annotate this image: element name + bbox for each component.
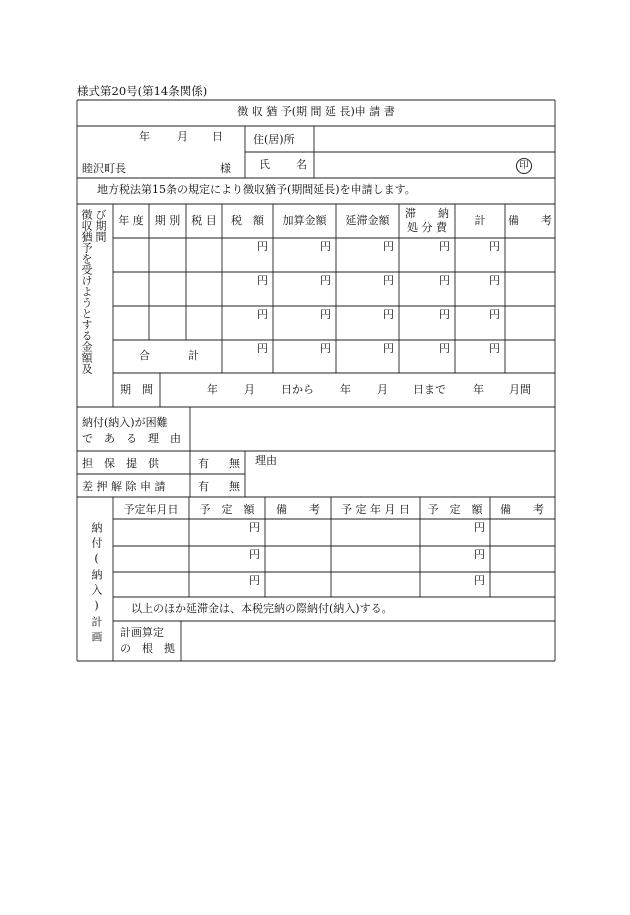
plan-col-remarks-1: 備 考 (276, 503, 320, 516)
address-label: 住(居)所 (253, 133, 295, 146)
yen-mark: 円 (383, 240, 394, 253)
security-label: 担 保 提 供 (82, 457, 159, 470)
plan-table-cell[interactable] (421, 520, 489, 545)
period-length-month: 月間 (509, 383, 531, 396)
plan-basis-label-1: 計画算定 (120, 626, 164, 639)
plan-table-cell[interactable] (332, 573, 419, 596)
yen-mark: 円 (249, 521, 260, 534)
amount-table-cell[interactable] (400, 239, 454, 271)
amount-table-cell[interactable] (337, 273, 398, 305)
amount-table-cell[interactable] (456, 307, 504, 339)
col-header-delinquency: 延滞金額 (345, 214, 390, 227)
plan-col-date-2: 予 定 年 月 日 (341, 503, 410, 516)
amount-table-cell[interactable] (223, 307, 272, 339)
amount-table-cell[interactable] (187, 273, 221, 305)
plan-table-cell[interactable] (190, 547, 264, 571)
seal-mark: 印 (516, 158, 532, 174)
period-end-year: 年 (340, 383, 351, 396)
amount-table-cell[interactable] (187, 307, 221, 339)
amount-table-cell[interactable] (506, 273, 554, 305)
amount-table-cell[interactable] (337, 307, 398, 339)
honorific: 様 (220, 162, 231, 175)
name-field[interactable] (314, 154, 514, 176)
yen-mark: 円 (474, 574, 485, 587)
security-no[interactable]: 無 (229, 457, 240, 470)
amount-table-cell[interactable] (223, 341, 272, 372)
plan-table-cell[interactable] (266, 573, 330, 596)
plan-col-remarks-2: 備 考 (500, 503, 544, 516)
plan-table-cell[interactable] (114, 520, 188, 545)
plan-table-cell[interactable] (190, 573, 264, 596)
amount-section-label-cont: び期間 (94, 209, 107, 242)
plan-basis-field[interactable] (181, 623, 554, 659)
seizure-no[interactable]: 無 (229, 480, 240, 493)
amount-table-cell[interactable] (114, 273, 148, 305)
plan-table-cell[interactable] (332, 547, 419, 571)
amount-table-cell[interactable] (456, 341, 504, 372)
yen-mark: 円 (320, 308, 331, 321)
plan-note: 以上のほか延滞金は、本税完納の際納付(納入)する。 (131, 602, 393, 615)
date-year-label: 年 (139, 130, 150, 143)
yen-mark: 円 (320, 240, 331, 253)
yen-mark: 円 (320, 274, 331, 287)
yen-mark: 円 (383, 274, 394, 287)
amount-table-cell[interactable] (400, 341, 454, 372)
amount-table-cell[interactable] (274, 239, 335, 271)
plan-table-cell[interactable] (491, 573, 554, 596)
col-header-disposition-1: 滞 納 (405, 207, 449, 220)
yen-mark: 円 (320, 342, 331, 355)
plan-col-amount-2: 予 定 額 (427, 503, 483, 516)
plan-table-cell[interactable] (114, 547, 188, 571)
amount-table-cell[interactable] (400, 273, 454, 305)
yen-mark: 円 (257, 342, 268, 355)
period-length-year: 年 (473, 383, 484, 396)
plan-table-cell[interactable] (266, 520, 330, 545)
amount-table-cell[interactable] (456, 273, 504, 305)
amount-table-cell[interactable] (150, 273, 185, 305)
difficulty-label-2: で あ る 理 由 (82, 432, 181, 445)
name-label-1: 氏 (259, 158, 270, 171)
seizure-label: 差 押 解 除 申 請 (82, 480, 166, 493)
amount-table-cell[interactable] (150, 307, 185, 339)
plan-table-cell[interactable] (421, 547, 489, 571)
plan-col-date-1: 予定年月日 (123, 503, 179, 516)
total-label-1: 合 (139, 349, 150, 362)
plan-table-cell[interactable] (114, 573, 188, 596)
amount-table-cell[interactable] (150, 239, 185, 271)
plan-col-amount-1: 予 定 額 (199, 503, 255, 516)
col-header-additional: 加算金額 (282, 214, 327, 227)
yen-mark: 円 (439, 342, 450, 355)
difficulty-reason-field[interactable] (190, 407, 554, 450)
amount-table-cell[interactable] (506, 307, 554, 339)
amount-table-cell[interactable] (456, 239, 504, 271)
yen-mark: 円 (383, 342, 394, 355)
yen-mark: 円 (439, 308, 450, 321)
statement: 地方税法第15条の規定により徴収猶予(期間延長)を申請します。 (97, 183, 416, 196)
name-label-2: 名 (296, 158, 307, 171)
amount-table-cell[interactable] (274, 341, 335, 372)
date-month-label: 月 (177, 130, 188, 143)
plan-section-label: 納付(納入)計画 (90, 522, 103, 646)
amount-table-cell[interactable] (114, 239, 148, 271)
yen-mark: 円 (439, 274, 450, 287)
amount-table-cell[interactable] (337, 341, 398, 372)
plan-basis-label-2: の 根 拠 (120, 642, 175, 655)
security-reason-label: 理由 (255, 454, 277, 467)
yen-mark: 円 (257, 308, 268, 321)
col-header-total: 計 (474, 214, 486, 227)
col-header-period: 期 別 (154, 214, 181, 227)
yen-mark: 円 (439, 240, 450, 253)
yen-mark: 円 (249, 574, 260, 587)
amount-table-cell[interactable] (187, 239, 221, 271)
col-header-disposition-2: 処 分 費 (407, 221, 447, 234)
plan-table-cell[interactable] (421, 573, 489, 596)
plan-table-cell[interactable] (266, 547, 330, 571)
addressee: 睦沢町長 (82, 162, 126, 175)
security-yes[interactable]: 有 (198, 457, 209, 470)
period-end-day: 日まで (413, 383, 446, 396)
yen-mark: 円 (383, 308, 394, 321)
seizure-yes[interactable]: 有 (198, 480, 209, 493)
yen-mark: 円 (249, 548, 260, 561)
period-start-day: 日から (281, 383, 314, 396)
amount-table-cell[interactable] (114, 307, 148, 339)
period-label: 期 間 (120, 383, 153, 396)
yen-mark: 円 (489, 308, 500, 321)
amount-section-label: 徴収猶予を受けようとする金額及 (80, 209, 93, 374)
amount-table-cell[interactable] (274, 273, 335, 305)
amount-table-cell[interactable] (274, 307, 335, 339)
amount-table-cell[interactable] (337, 239, 398, 271)
plan-table-cell[interactable] (491, 520, 554, 545)
period-start-month: 月 (244, 383, 255, 396)
address-field[interactable] (314, 128, 554, 152)
amount-table-cell[interactable] (506, 341, 554, 372)
col-header-tax-amount: 税 額 (231, 214, 264, 227)
total-label-2: 計 (188, 349, 199, 362)
yen-mark: 円 (257, 240, 268, 253)
date-day-label: 日 (212, 130, 223, 143)
yen-mark: 円 (489, 274, 500, 287)
col-header-tax-item: 税 目 (191, 214, 217, 227)
difficulty-label-1: 納付(納入)が困難 (82, 416, 168, 429)
yen-mark: 円 (257, 274, 268, 287)
yen-mark: 円 (489, 342, 500, 355)
col-header-fiscal-year: 年 度 (118, 214, 144, 227)
plan-table-cell[interactable] (190, 520, 264, 545)
plan-table-cell[interactable] (491, 547, 554, 571)
amount-table-cell[interactable] (400, 307, 454, 339)
yen-mark: 円 (474, 521, 485, 534)
amount-table-cell[interactable] (223, 239, 272, 271)
plan-table-cell[interactable] (332, 520, 419, 545)
period-end-month: 月 (377, 383, 388, 396)
amount-table-cell[interactable] (223, 273, 272, 305)
yen-mark: 円 (489, 240, 500, 253)
amount-table-cell[interactable] (506, 239, 554, 271)
security-reason-field[interactable] (282, 451, 554, 497)
form-number: 様式第20号(第14条関係) (77, 84, 208, 98)
yen-mark: 円 (474, 548, 485, 561)
col-header-remarks: 備 考 (508, 214, 552, 227)
period-start-year: 年 (207, 383, 218, 396)
form-title: 徴 収 猶 予(期 間 延 長)申 請 書 (237, 105, 395, 118)
